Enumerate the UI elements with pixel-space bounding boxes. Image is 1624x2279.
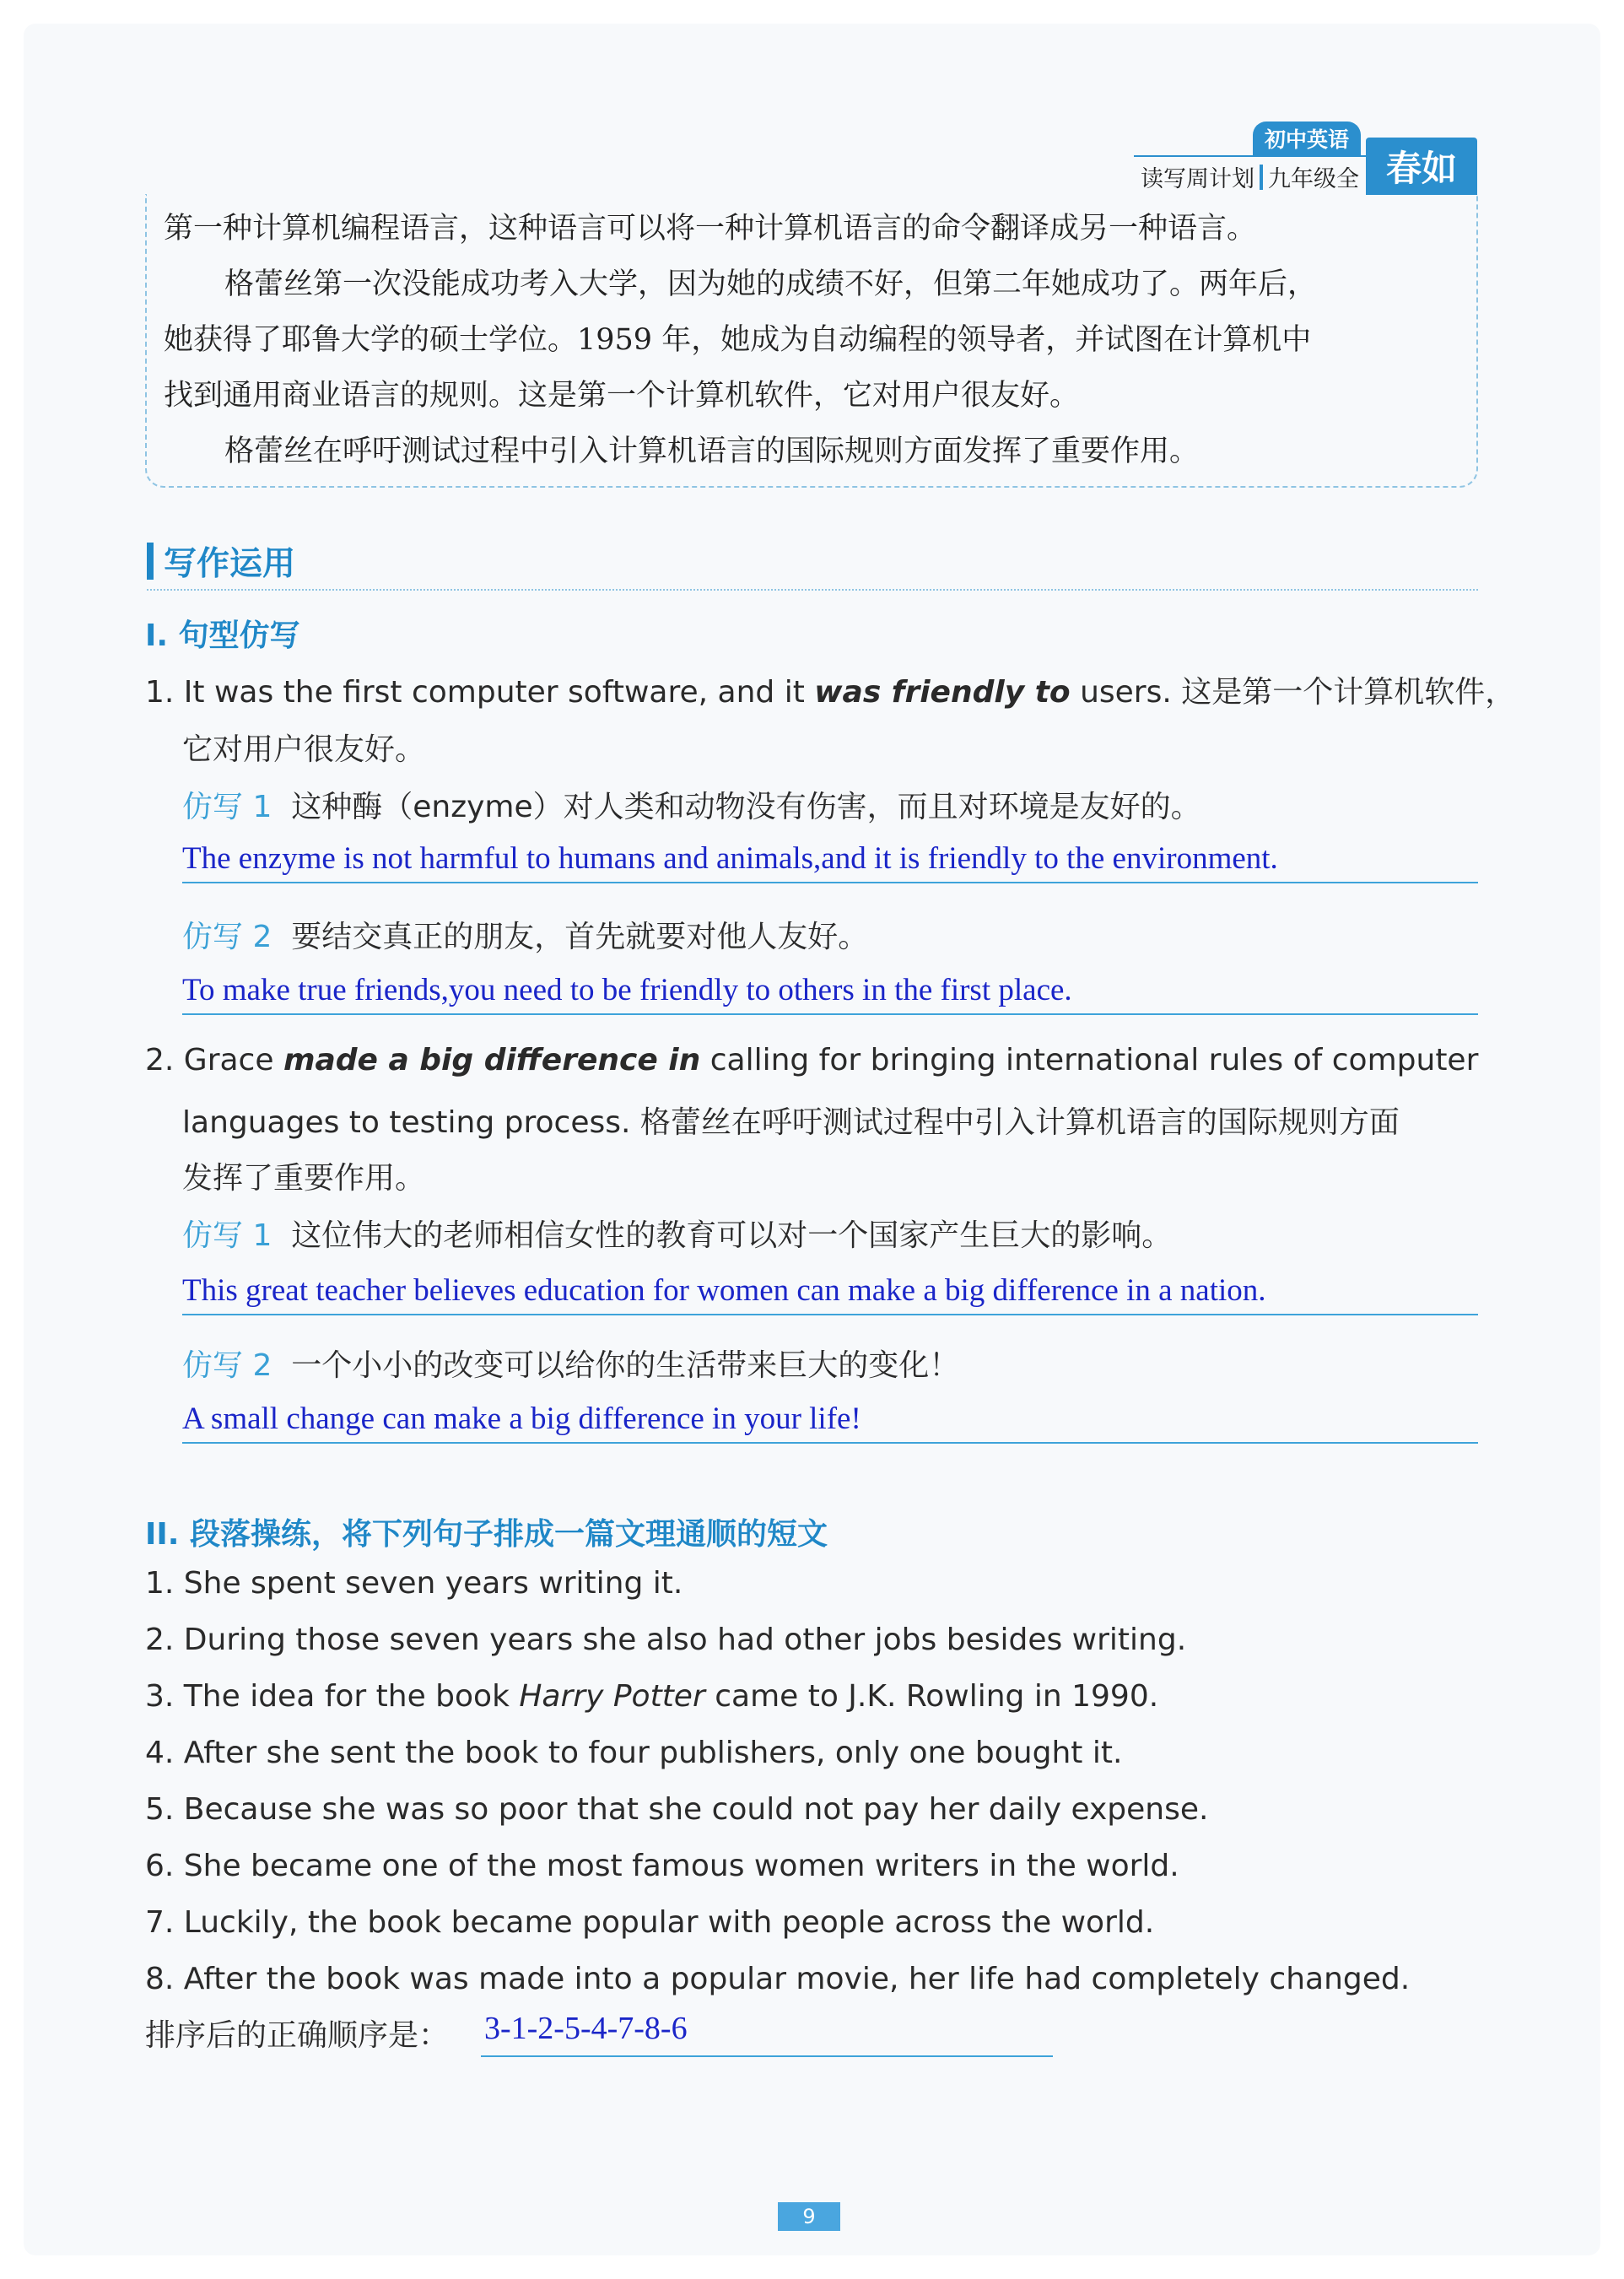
section-title [147,537,295,585]
item1-fx1 [182,783,1201,826]
item1-fx2 [182,913,868,956]
grade-label: 九年级全 [1268,166,1359,192]
s3-book-title: Harry Potter [519,1679,705,1714]
item2-fx1-answer[interactable]: This great teacher believes education for women can make a big difference in a nation. [182,1272,1478,1315]
item2-post: calling for bringing international rules of computer [700,1043,1479,1077]
s3-post: came to J.K. Rowling in 1990. [704,1679,1159,1714]
item1-post: users. 这是第一个计算机软件， [1070,675,1516,710]
item1-line2: 它对用户很友好。 [182,732,426,767]
item2-line1 [145,1043,1478,1077]
passage-line: 第一种计算机编程语言，这种语言可以将一种计算机语言的命令翻译成另一种语言。 [164,212,1257,246]
sentence-item: 2. During those seven years she also had other jobs besides writing. [145,1623,1187,1657]
item2-fx2-answer[interactable]: A small change can make a big difference in your life! [182,1401,1478,1444]
item2-fx2 [182,1342,959,1385]
header-text [1134,122,1366,195]
section-divider [147,589,1478,591]
fx2-label: 仿写 2 [182,1348,272,1383]
sentence-item: 1. She spent seven years writing it. [145,1566,683,1601]
item2-line3: 发挥了重要作用。 [182,1161,426,1196]
section-bar [147,543,154,580]
plan-label [1134,155,1366,195]
passage-line: 她获得了耶鲁大学的硕士学位。1959 年，她成为自动编程的领导者，并试图在计算机中 [164,323,1312,357]
fx2-text: 要结交真正的朋友，首先就要对他人友好。 [291,920,869,954]
order-underline [481,2055,1053,2057]
item2-phrase: made a big difference in [283,1043,701,1077]
sentence-item: 5. Because she was so poor that she could not pay her daily expense. [145,1792,1209,1827]
sentence-item: 7. Luckily, the book became popular with people across the world. [145,1905,1155,1940]
brand-logo: 春如 [1366,138,1477,195]
sentence-item [145,1679,1158,1714]
item1-fx2-answer[interactable]: To make true friends,you need to be friendly to others in the first place. [182,972,1478,1015]
passage-line: 格蕾丝在呼吁测试过程中引入计算机语言的国际规则方面发挥了重要作用。 [224,435,1200,468]
part2-title: II. 段落操练，将下列句子排成一篇文理通顺的短文 [145,1517,828,1552]
item1-line1 [145,668,1515,711]
page-number: 9 [778,2202,840,2231]
sentence-item: 8. After the book was made into a popular movie, her life had completely changed. [145,1962,1411,1996]
order-answer[interactable]: 3-1-2-5-4-7-8-6 [484,2011,688,2046]
passage-box [145,194,1478,488]
header-badge [1134,122,1477,195]
fx1-label: 仿写 1 [182,1218,272,1253]
fx1-label: 仿写 1 [182,790,272,824]
item2-pre: 2. Grace [145,1043,283,1077]
fx2-label: 仿写 2 [182,920,272,954]
item1-phrase: was friendly to [814,675,1071,710]
passage-line: 找到通用商业语言的规则。这是第一个计算机软件，它对用户很友好。 [164,379,1080,413]
item1-pre: 1. It was the first computer software, and it [145,675,815,710]
s3-pre: 3. The idea for the book [145,1679,520,1714]
passage-line: 格蕾丝第一次没能成功考入大学，因为她的成绩不好，但第二年她成功了。两年后， [224,267,1318,301]
order-label: 排序后的正确顺序是： [145,2018,450,2053]
part1-title: I. 句型仿写 [145,618,300,653]
fx1-text: 这位伟大的老师相信女性的教育可以对一个国家产生巨大的影响。 [291,1218,1173,1253]
series-label: 初中英语 [1253,122,1361,155]
sentence-item: 6. She became one of the most famous women writers in the world. [145,1849,1179,1883]
item2-line2: languages to testing process. 格蕾丝在呼吁测试过程中引入计算机语言的国际规则方面 [182,1105,1400,1140]
fx2-text: 一个小小的改变可以给你的生活带来巨大的变化！ [291,1348,960,1383]
separator [1260,165,1263,190]
item1-fx1-answer[interactable]: The enzyme is not harmful to humans and animals,and it is friendly to the environment. [182,840,1478,883]
sentence-item: 4. After she sent the book to four publishers, only one bought it. [145,1736,1123,1770]
item2-fx1 [182,1212,1172,1255]
fx1-text: 这种酶（enzyme）对人类和动物没有伤害，而且对环境是友好的。 [291,790,1201,824]
plan-name: 读写周计划 [1141,166,1254,192]
section-title-text: 写作运用 [164,545,296,583]
